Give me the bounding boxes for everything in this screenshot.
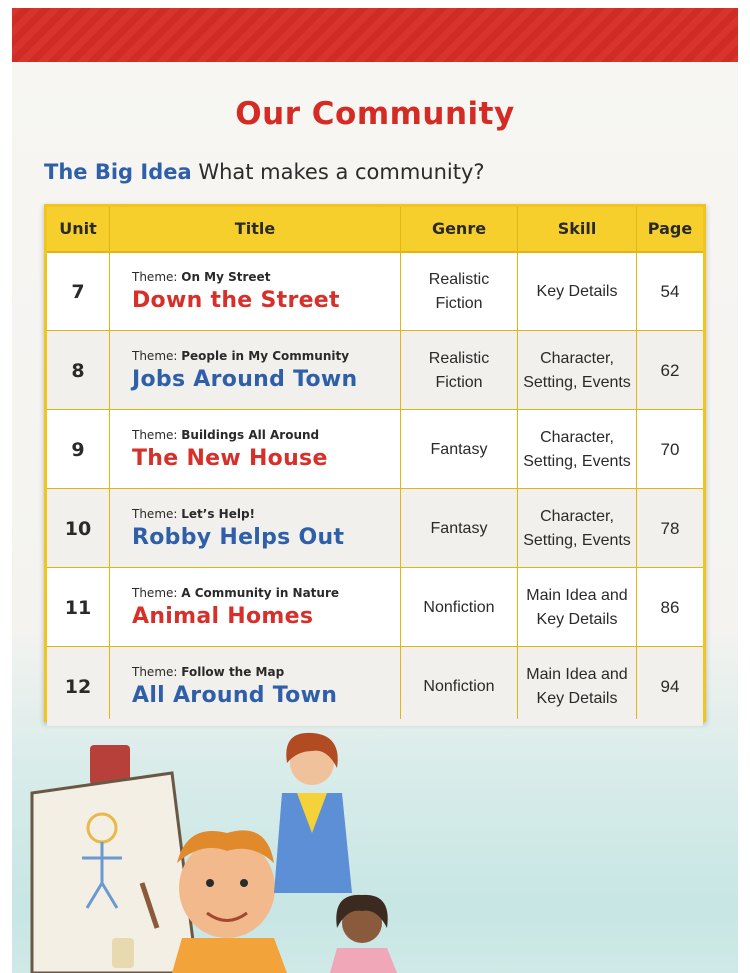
title-cell (110, 647, 400, 726)
theme-name: On My Street (181, 270, 271, 284)
column-divider (517, 207, 518, 719)
theme-name: People in My Community (181, 349, 350, 363)
girl-shirt-icon (330, 948, 397, 973)
column-divider (400, 207, 401, 719)
column-divider (636, 207, 637, 719)
paint-tube-icon (112, 938, 134, 968)
book-page (12, 8, 738, 973)
skill-cell: Character, Setting, Events (523, 507, 631, 549)
theme-name: A Community in Nature (181, 586, 340, 600)
big-idea-label: The Big Idea (44, 160, 192, 184)
genre-cell: Nonfiction (423, 677, 495, 695)
classroom-illustration (12, 723, 738, 973)
skill-cell: Character, Setting, Events (523, 428, 631, 470)
unit-number: 9 (71, 438, 85, 461)
page-number: 86 (660, 597, 680, 617)
genre-cell: Nonfiction (423, 598, 495, 616)
skill-cell: Main Idea and Key Details (526, 586, 628, 628)
title-cell (110, 331, 400, 410)
skill-cell: Main Idea and Key Details (526, 665, 628, 707)
big-idea-line (44, 160, 485, 184)
table-row (47, 252, 703, 331)
story-title: Animal Homes (132, 604, 314, 629)
unit-number: 8 (71, 359, 85, 382)
unit-number: 12 (64, 675, 92, 698)
story-title: Down the Street (132, 288, 340, 313)
contents-table (44, 204, 706, 722)
theme-prefix: Theme: (132, 349, 182, 363)
genre-cell: Realistic Fiction (428, 349, 490, 391)
page-number: 62 (660, 360, 680, 380)
title-cell (110, 252, 400, 331)
header-page: Page (647, 219, 693, 238)
theme-line (132, 665, 284, 679)
story-title: Jobs Around Town (132, 367, 358, 392)
story-title: All Around Town (132, 683, 338, 708)
title-cell (110, 489, 400, 568)
theme-line (132, 270, 270, 284)
column-divider (109, 207, 110, 719)
unit-number: 10 (64, 517, 92, 540)
genre-cell: Realistic Fiction (428, 270, 490, 312)
theme-name: Buildings All Around (181, 428, 320, 442)
story-title: Robby Helps Out (132, 525, 345, 550)
page-number: 78 (660, 518, 680, 538)
theme-prefix: Theme: (132, 428, 182, 442)
theme-name: Let’s Help! (181, 507, 256, 521)
theme-line (132, 507, 255, 521)
header-skill: Skill (557, 219, 597, 238)
genre-cell: Fantasy (430, 519, 488, 537)
genre-cell: Fantasy (430, 440, 488, 458)
title-cell (110, 410, 400, 489)
theme-line (132, 586, 339, 600)
page-number: 54 (660, 281, 680, 301)
theme-prefix: Theme: (132, 507, 182, 521)
header-unit: Unit (59, 219, 97, 238)
title-cell (110, 568, 400, 647)
skill-cell: Character, Setting, Events (523, 349, 631, 391)
header-genre: Genre (431, 219, 487, 238)
table-row (47, 410, 703, 489)
skill-cell: Key Details (536, 282, 618, 300)
page-title: Our Community (235, 96, 515, 132)
big-idea-question: What makes a community? (198, 160, 485, 184)
boy-shirt-icon (172, 938, 287, 973)
table-row (47, 647, 703, 726)
unit-number: 11 (64, 596, 92, 619)
header-title: Title (234, 219, 276, 238)
theme-name: Follow the Map (181, 665, 285, 679)
theme-line (132, 349, 349, 363)
theme-line (132, 428, 319, 442)
table-row (47, 331, 703, 410)
theme-prefix: Theme: (132, 270, 182, 284)
unit-number: 7 (71, 280, 85, 303)
page-number: 94 (660, 676, 680, 696)
theme-prefix: Theme: (132, 586, 182, 600)
page-number: 70 (660, 439, 680, 459)
story-title: The New House (132, 446, 328, 471)
top-color-band (12, 8, 738, 62)
theme-prefix: Theme: (132, 665, 182, 679)
table-row (47, 568, 703, 647)
table-header-row (47, 207, 703, 253)
table-row (47, 489, 703, 568)
